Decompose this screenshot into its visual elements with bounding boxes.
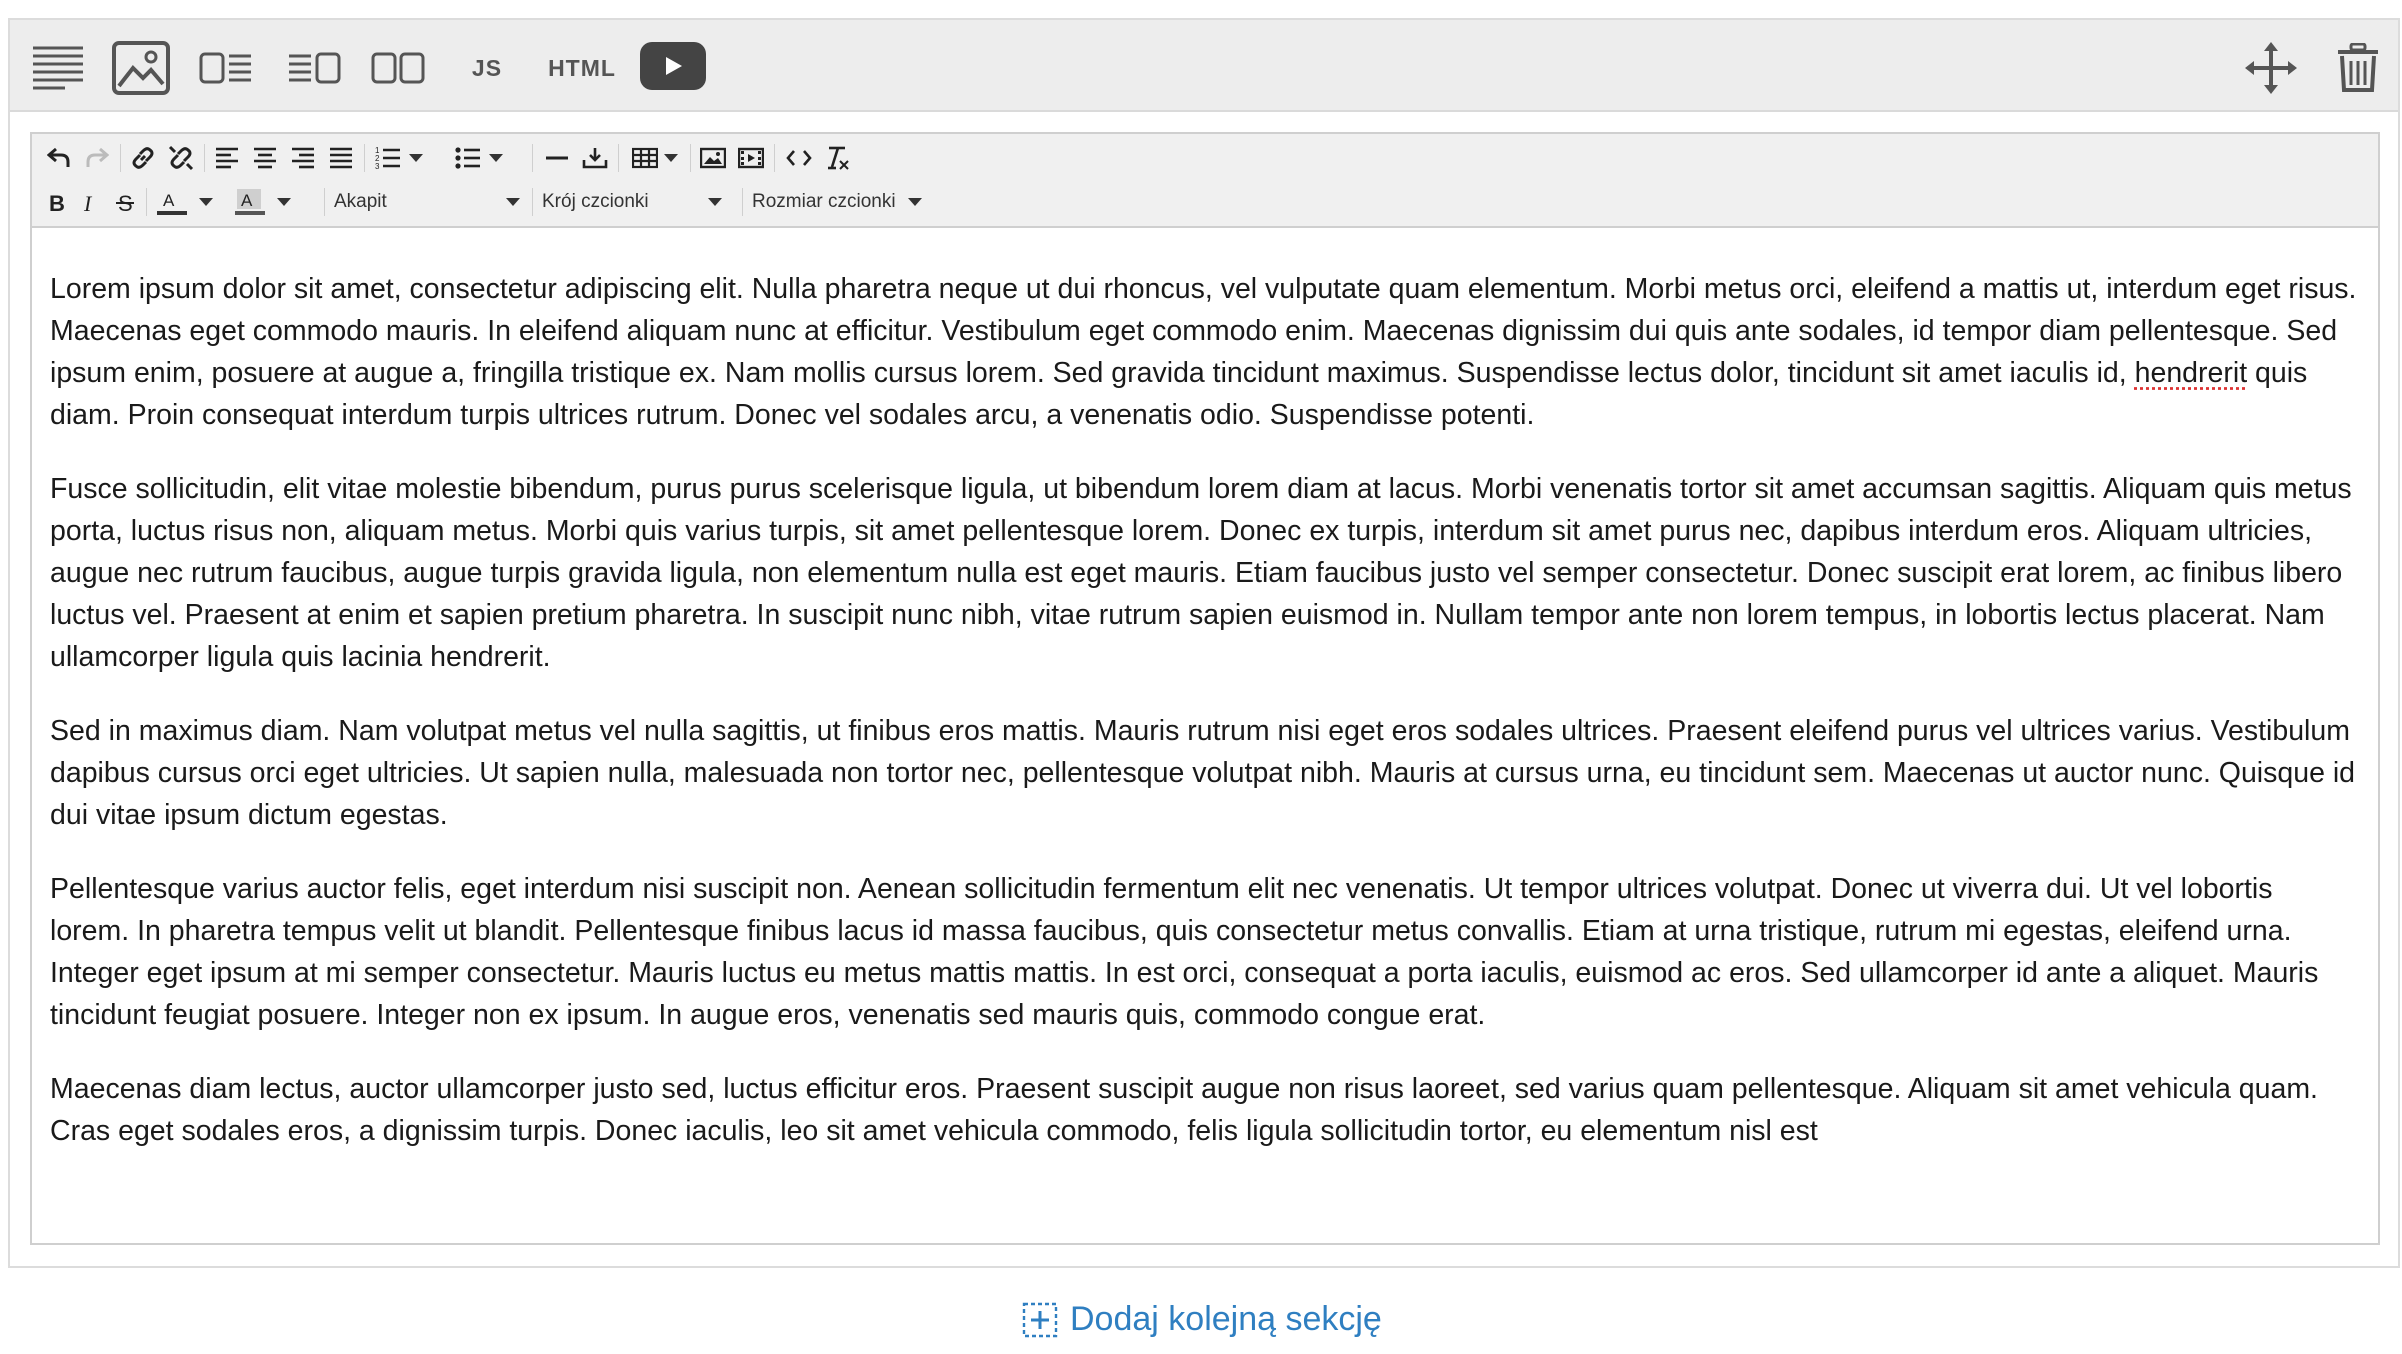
- unlink-icon[interactable]: [164, 142, 198, 174]
- add-section-label: Dodaj kolejną sekcję: [1070, 1300, 1382, 1338]
- chevron-down-icon: [277, 198, 291, 206]
- rich-text-editor: [30, 132, 2380, 1245]
- paragraph-text: quis diam. Proin consequat interdum turpis ultrices rutrum. Donec vel sodales arcu, a venenatis odio. Suspendisse potenti.: [50, 357, 2308, 431]
- redo-icon[interactable]: [80, 142, 114, 174]
- svg-text:3: 3: [375, 162, 380, 170]
- chevron-down-icon: [506, 198, 520, 206]
- align-left-icon[interactable]: [210, 142, 244, 174]
- numbered-list-icon[interactable]: [370, 142, 428, 174]
- chevron-down-icon: [199, 198, 213, 206]
- bold-icon[interactable]: [42, 186, 72, 218]
- move-arrows-icon[interactable]: [2242, 38, 2300, 98]
- bullet-list-icon[interactable]: [450, 142, 508, 174]
- clear-formatting-icon[interactable]: [820, 142, 854, 174]
- chevron-down-icon: [708, 198, 722, 206]
- strikethrough-icon[interactable]: [110, 186, 140, 218]
- table-icon[interactable]: [626, 142, 684, 174]
- image-block-icon[interactable]: [110, 38, 172, 98]
- editor-toolbar-row-2: [32, 180, 2378, 224]
- svg-text:2: 2: [375, 154, 380, 163]
- misspelled-word[interactable]: hendrerit: [2134, 357, 2248, 389]
- text-block-icon[interactable]: [30, 38, 86, 98]
- font-size-select[interactable]: [752, 186, 964, 218]
- image-left-text-icon[interactable]: [198, 38, 254, 98]
- paragraph-format-value: Akapit: [334, 191, 387, 212]
- insert-media-icon[interactable]: [734, 142, 768, 174]
- paragraph: [50, 268, 2358, 436]
- insert-image-icon[interactable]: [696, 142, 730, 174]
- paragraph: Sed in maximus diam. Nam volutpat metus vel nulla sagittis, ut finibus eros mattis. Mauris rutrum nisi eget eros sodales ultrices. Praesent eleifend purus vel ultrices varius. Vestibulum dapibus cursus orci eget ultricies. Ut sapien nulla, malesuada non tortor nec, pellentesque volutpat nibh. Mauris at cursus urna, eu tincidunt sem. Maecenas ut auctor nunc. Quisque id dui vitae ipsum dictum egestas.: [50, 715, 2356, 831]
- content-section: [8, 18, 2400, 1268]
- trash-icon[interactable]: [2332, 38, 2384, 98]
- js-label: JS: [471, 54, 503, 81]
- font-family-select[interactable]: [542, 186, 722, 218]
- paragraph: Maecenas diam lectus, auctor ullamcorper justo sed, luctus efficitur eros. Praesent suscipit augue non risus laoreet, sed varius quam pellentesque. Aliquam sit amet vehicula quam. Cras eget sodales eros, a dignissim turpis. Donec iaculis, leo sit amet vehicula commodo, felis ligula sollicitudin tortor, eu elementum nisl est: [50, 1073, 2318, 1147]
- font-family-value: Krój czcionki: [542, 191, 649, 212]
- font-size-value: Rozmiar czcionki: [752, 191, 896, 212]
- add-section-link[interactable]: [1022, 1300, 1382, 1339]
- link-icon[interactable]: [126, 142, 160, 174]
- youtube-play-icon[interactable]: [640, 42, 706, 90]
- svg-text:B: B: [49, 191, 65, 214]
- js-block-button[interactable]: [462, 38, 512, 98]
- paragraph-format-select[interactable]: [334, 186, 520, 218]
- undo-icon[interactable]: [42, 142, 76, 174]
- svg-text:S: S: [118, 191, 133, 214]
- text-right-image-icon[interactable]: [286, 38, 342, 98]
- align-justify-icon[interactable]: [324, 142, 358, 174]
- align-right-icon[interactable]: [286, 142, 320, 174]
- editor-toolbar: [32, 134, 2378, 228]
- svg-text:1: 1: [375, 146, 380, 155]
- chevron-down-icon: [409, 154, 423, 162]
- background-color-icon[interactable]: [230, 186, 296, 218]
- text-color-icon[interactable]: [152, 186, 218, 218]
- italic-icon[interactable]: [76, 186, 106, 218]
- html-label: HTML: [548, 54, 616, 81]
- align-center-icon[interactable]: [248, 142, 282, 174]
- html-block-button[interactable]: [542, 38, 622, 98]
- horizontal-line-icon[interactable]: [540, 142, 574, 174]
- paragraph-text: Lorem ipsum dolor sit amet, consectetur adipiscing elit. Nulla pharetra neque ut dui rhoncus, vel vulputate quam elementum. Morbi metus orci, eleifend a mattis ut, interdum eget risus. Maecenas eget commodo mauris. In eleifend aliquam nunc at efficitur. Vestibulum eget commodo enim. Maecenas dignissim dui quis ante sodales, id tempor diam pellentesque. Sed ipsum enim, posuere at augue a, fringilla tristique ex. Nam mollis cursus lorem. Sed gravida tincidunt maximus. Suspendisse lectus dolor, tincidunt sit amet iaculis id,: [50, 273, 2357, 389]
- section-type-toolbar: [10, 20, 2398, 112]
- chevron-down-icon: [908, 198, 922, 206]
- source-code-icon[interactable]: [782, 142, 816, 174]
- editor-content-area[interactable]: [32, 228, 2378, 1243]
- paragraph: Pellentesque varius auctor felis, eget interdum nisi suscipit non. Aenean sollicitudin fermentum elit nec venenatis. Ut tempor ultrices volutpat. Donec ut viverra dui. Ut vel lobortis lorem. In pharetra tempus velit ut blandit. Pellentesque finibus lacus id massa faucibus, quis consectetur metus convallis. Etiam at urna tristique, rutrum mi egestas, eleifend urna. Integer eget ipsum at mi semper consectetur. Mauris luctus eu metus mattis mattis. In est orci, consequat a porta iaculis, euismod ac eros. Sed ullamcorper id ante a aliquet. Mauris tincidunt feugiat posuere. Integer non ex ipsum. In augue eros, venenatis sed mauris quis, commodo congue erat.: [50, 873, 2319, 1031]
- chevron-down-icon: [489, 154, 503, 162]
- editor-toolbar-row-1: [32, 136, 2378, 180]
- svg-text:A: A: [163, 191, 175, 210]
- svg-text:I: I: [84, 191, 92, 214]
- chevron-down-icon: [664, 154, 678, 162]
- add-section-icon: [1022, 1302, 1058, 1338]
- svg-text:A: A: [241, 191, 253, 210]
- page-break-icon[interactable]: [578, 142, 612, 174]
- two-images-icon[interactable]: [370, 38, 426, 98]
- paragraph: Fusce sollicitudin, elit vitae molestie bibendum, purus purus scelerisque ligula, ut bibendum lorem diam at lacus. Morbi venenatis tortor sit amet accumsan sagittis. Aliquam quis metus porta, luctus risus non, aliquam metus. Morbi quis varius turpis, sit amet pellentesque lorem. Donec ex turpis, interdum sit amet purus nec, dapibus interdum eros. Aliquam ultricies, augue nec rutrum faucibus, augue turpis gravida ligula, non elementum nulla est eget mauris. Etiam faucibus justo vel semper consectetur. Donec suscipit erat lorem, ac finibus libero luctus vel. Praesent at enim et sapien pretium pharetra. In suscipit nunc nibh, vitae rutrum sapien euismod in. Nullam tempor ante non lorem tempus, in lobortis lectus placerat. Nam ullamcorper ligula quis lacinia hendrerit.: [50, 473, 2352, 673]
